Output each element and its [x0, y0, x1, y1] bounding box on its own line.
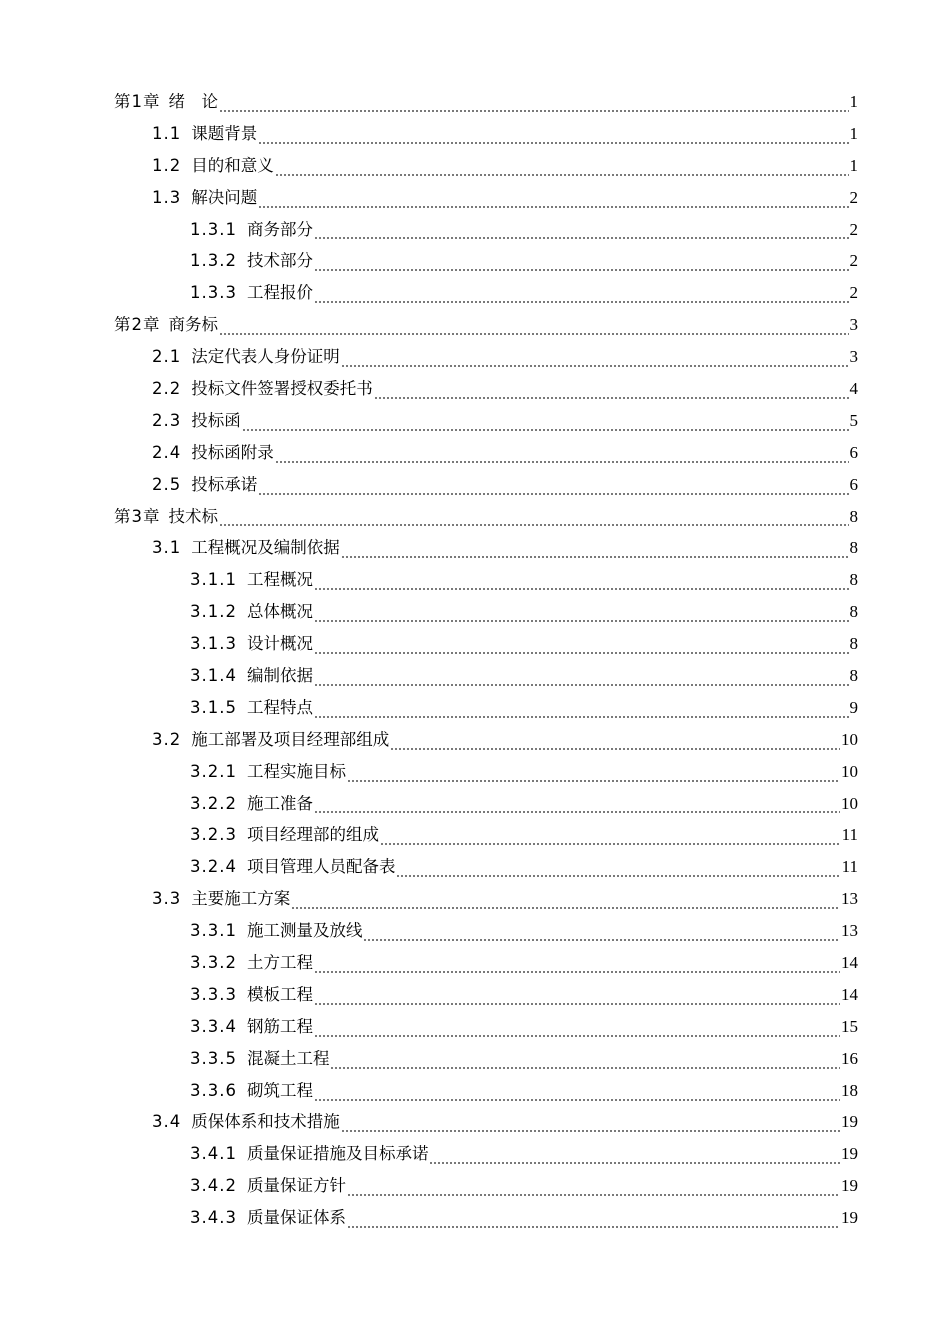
toc-entry-number: 3.1.3	[190, 634, 237, 654]
toc-entry[interactable]	[0, 915, 950, 947]
toc-entry-page: 2	[849, 283, 858, 303]
toc-entry-title: 设计概况	[246, 634, 313, 654]
toc-entry-title: 工程实施目标	[246, 761, 346, 781]
toc-entry-page: 19	[841, 1144, 858, 1164]
toc-entry-number: 3.1.2	[190, 602, 237, 622]
toc-entry-title: 投标函附录	[191, 442, 274, 462]
toc-entry[interactable]	[0, 692, 950, 724]
toc-entry-number: 3.2.4	[190, 857, 237, 877]
toc-entry-number: 第2章	[114, 315, 161, 335]
toc-entry-page: 8	[849, 538, 858, 558]
toc-entry-number: 1.3.2	[190, 251, 237, 271]
toc-entry[interactable]	[0, 341, 950, 373]
toc-entry-title: 投标函	[191, 410, 241, 430]
toc-entry-title: 质量保证措施及目标承诺	[246, 1144, 429, 1164]
toc-entry-page: 2	[849, 251, 858, 271]
toc-dot-leader	[396, 875, 840, 877]
toc-entry-title: 解决问题	[191, 187, 258, 207]
toc-entry-number: 2.4	[152, 442, 182, 462]
toc-entry-title: 总体概况	[246, 602, 313, 622]
toc-entry-title: 课题背景	[191, 123, 258, 143]
toc-dot-leader	[314, 301, 849, 303]
toc-entry-number: 3.4.2	[190, 1176, 237, 1196]
toc-entry-title: 土方工程	[246, 952, 313, 972]
toc-entry-title: 技术标	[168, 506, 218, 526]
toc-entry-page: 16	[841, 1048, 858, 1068]
toc-entry-number: 3.3.5	[190, 1048, 237, 1068]
toc-entry-number: 第1章	[114, 91, 161, 111]
toc-entry-title: 质量保证方针	[246, 1176, 346, 1196]
toc-entry-number: 2.2	[152, 378, 182, 398]
toc-dot-leader	[363, 939, 840, 941]
toc-entry-number: 1.3	[152, 187, 182, 207]
toc-dot-leader	[390, 748, 840, 750]
toc-entry-page: 10	[841, 729, 858, 749]
toc-entry-page: 8	[849, 506, 858, 526]
toc-entry[interactable]	[0, 309, 950, 341]
toc-entry[interactable]	[0, 564, 950, 596]
toc-entry-page: 10	[841, 793, 858, 813]
toc-dot-leader	[341, 556, 849, 558]
toc-entry[interactable]	[0, 1138, 950, 1170]
toc-entry[interactable]	[0, 1075, 950, 1107]
toc-entry[interactable]	[0, 724, 950, 756]
toc-entry-page: 3	[849, 347, 858, 367]
toc-entry-number: 3.4.1	[190, 1144, 237, 1164]
toc-entry[interactable]	[0, 596, 950, 628]
toc-dot-leader	[275, 461, 849, 463]
toc-entry-page: 8	[849, 665, 858, 685]
toc-entry-page: 19	[841, 1176, 858, 1196]
toc-entry-title: 投标承诺	[191, 474, 258, 494]
toc-entry-number: 3.3.6	[190, 1080, 237, 1100]
toc-entry[interactable]	[0, 628, 950, 660]
toc-entry-page: 2	[849, 187, 858, 207]
toc-entry-title: 砌筑工程	[246, 1080, 313, 1100]
toc-entry[interactable]	[0, 819, 950, 851]
toc-entry-page: 6	[849, 442, 858, 462]
toc-entry-number: 3.3.2	[190, 952, 237, 972]
toc-entry-title: 工程特点	[246, 697, 313, 717]
toc-entry-number: 3.4.3	[190, 1208, 237, 1228]
toc-entry-number: 1.2	[152, 155, 182, 175]
toc-entry-number: 2.3	[152, 410, 182, 430]
toc-entry-page: 9	[849, 697, 858, 717]
toc-entry-title: 目的和意义	[191, 155, 274, 175]
toc-entry-page: 11	[841, 857, 858, 877]
toc-entry-title: 钢筋工程	[246, 1016, 313, 1036]
toc-dot-leader	[258, 206, 848, 208]
toc-dot-leader	[380, 843, 841, 845]
toc-entry-number: 3.2.1	[190, 761, 237, 781]
toc-entry[interactable]	[0, 405, 950, 437]
toc-entry-page: 8	[849, 602, 858, 622]
toc-dot-leader	[314, 237, 849, 239]
toc-dot-leader	[314, 1003, 840, 1005]
toc-dot-leader	[242, 429, 849, 431]
toc-entry[interactable]	[0, 1107, 950, 1139]
toc-entry-number: 2.5	[152, 474, 182, 494]
toc-entry-page: 1	[849, 91, 858, 111]
toc-entry[interactable]	[0, 1043, 950, 1075]
toc-entry[interactable]	[0, 532, 950, 564]
toc-entry-number: 3.1.4	[190, 665, 237, 685]
toc-entry[interactable]	[0, 501, 950, 533]
toc-entry[interactable]	[0, 883, 950, 915]
toc-entry-number: 第3章	[114, 506, 161, 526]
toc-entry-number: 3.3.1	[190, 921, 237, 941]
toc-entry-page: 8	[849, 570, 858, 590]
toc-entry-page: 19	[841, 1208, 858, 1228]
toc-entry-number: 1.3.1	[190, 219, 237, 239]
toc-entry-number: 3.2.3	[190, 825, 237, 845]
toc-dot-leader	[374, 397, 849, 399]
toc-entry-page: 15	[841, 1016, 858, 1036]
toc-entry-page: 8	[849, 634, 858, 654]
toc-entry-number: 3.3.3	[190, 984, 237, 1004]
toc-dot-leader	[258, 142, 848, 144]
toc-entry-page: 4	[849, 378, 858, 398]
toc-dot-leader	[219, 524, 849, 526]
toc-entry-number: 1.3.3	[190, 283, 237, 303]
toc-dot-leader	[314, 811, 840, 813]
toc-entry[interactable]	[0, 150, 950, 182]
toc-entry-title: 工程概况	[246, 570, 313, 590]
toc-entry-title: 质保体系和技术措施	[191, 1112, 340, 1132]
toc-entry[interactable]	[0, 245, 950, 277]
toc-entry-number: 3.2	[152, 729, 182, 749]
toc-dot-leader	[347, 780, 840, 782]
toc-entry-page: 19	[841, 1112, 858, 1132]
toc-dot-leader	[347, 1226, 840, 1228]
toc-entry-number: 3.4	[152, 1112, 182, 1132]
toc-entry-title: 施工测量及放线	[246, 921, 363, 941]
toc-dot-leader	[330, 1067, 840, 1069]
toc-entry-page: 14	[841, 952, 858, 972]
toc-dot-leader	[314, 652, 849, 654]
toc-dot-leader	[341, 1130, 840, 1132]
toc-entry-title: 施工准备	[246, 793, 313, 813]
toc-dot-leader	[314, 684, 849, 686]
toc-dot-leader	[314, 1035, 840, 1037]
toc-dot-leader	[219, 110, 849, 112]
toc-entry[interactable]	[0, 1170, 950, 1202]
toc-entry-page: 5	[849, 410, 858, 430]
toc-dot-leader	[291, 907, 840, 909]
toc-dot-leader	[429, 1162, 840, 1164]
toc-entry-page: 1	[849, 155, 858, 175]
toc-entry-page: 2	[849, 219, 858, 239]
toc-entry-number: 3.1	[152, 538, 182, 558]
toc-entry[interactable]	[0, 851, 950, 883]
toc-entry-page: 1	[849, 123, 858, 143]
toc-entry-number: 3.2.2	[190, 793, 237, 813]
toc-entry-title: 项目管理人员配备表	[246, 857, 396, 877]
toc-entry-title: 主要施工方案	[191, 889, 291, 909]
toc-entry-number: 3.3	[152, 889, 182, 909]
toc-entry-page: 11	[841, 825, 858, 845]
toc-dot-leader	[275, 174, 849, 176]
toc-entry-page: 14	[841, 984, 858, 1004]
toc-entry-page: 13	[841, 889, 858, 909]
toc-entry-title: 编制依据	[246, 665, 313, 685]
toc-entry[interactable]	[0, 86, 950, 118]
toc-entry[interactable]	[0, 469, 950, 501]
toc-entry[interactable]	[0, 1011, 950, 1043]
toc-entry-number: 3.1.5	[190, 697, 237, 717]
toc-entry-number: 2.1	[152, 347, 182, 367]
toc-entry[interactable]	[0, 182, 950, 214]
toc-entry-title: 投标文件签署授权委托书	[191, 378, 373, 398]
toc-entry[interactable]	[0, 660, 950, 692]
toc-entry-title: 项目经理部的组成	[246, 825, 379, 845]
toc-entry-title: 质量保证体系	[246, 1208, 346, 1228]
toc-dot-leader	[341, 365, 849, 367]
toc-entry-title: 施工部署及项目经理部组成	[191, 729, 390, 749]
toc-entry-title: 工程报价	[246, 283, 313, 303]
toc-entry-title: 混凝土工程	[246, 1048, 330, 1068]
toc-entry[interactable]	[0, 373, 950, 405]
toc-entry-number: 3.3.4	[190, 1016, 237, 1036]
toc-entry[interactable]	[0, 756, 950, 788]
toc-dot-leader	[258, 493, 848, 495]
toc-dot-leader	[219, 333, 849, 335]
toc-entry[interactable]	[0, 1202, 950, 1234]
toc-entry-title: 法定代表人身份证明	[191, 347, 340, 367]
toc-entry[interactable]	[0, 437, 950, 469]
toc-entry-title: 模板工程	[246, 984, 313, 1004]
toc-entry-title: 商务部分	[246, 219, 313, 239]
toc-entry[interactable]	[0, 118, 950, 150]
toc-entry-number: 3.1.1	[190, 570, 237, 590]
toc-dot-leader	[314, 971, 840, 973]
toc-entry-page: 6	[849, 474, 858, 494]
toc-entry-page: 3	[849, 315, 858, 335]
toc-entry[interactable]	[0, 788, 950, 820]
toc-dot-leader	[314, 588, 849, 590]
toc-entry[interactable]	[0, 277, 950, 309]
toc-dot-leader	[314, 1099, 840, 1101]
toc-entry[interactable]	[0, 214, 950, 246]
toc-entry-title: 工程概况及编制依据	[191, 538, 340, 558]
toc-entry-page: 10	[841, 761, 858, 781]
toc-entry-page: 18	[841, 1080, 858, 1100]
toc-dot-leader	[314, 269, 849, 271]
toc-dot-leader	[314, 620, 849, 622]
toc-entry-title: 商务标	[168, 315, 218, 335]
toc-dot-leader	[347, 1194, 840, 1196]
toc-entry[interactable]	[0, 979, 950, 1011]
toc-entry-title: 绪 论	[168, 91, 218, 111]
toc-entry-number: 1.1	[152, 123, 182, 143]
table-of-contents	[0, 86, 950, 1234]
toc-entry-page: 13	[841, 921, 858, 941]
toc-entry[interactable]	[0, 947, 950, 979]
toc-dot-leader	[314, 716, 849, 718]
toc-entry-title: 技术部分	[246, 251, 313, 271]
